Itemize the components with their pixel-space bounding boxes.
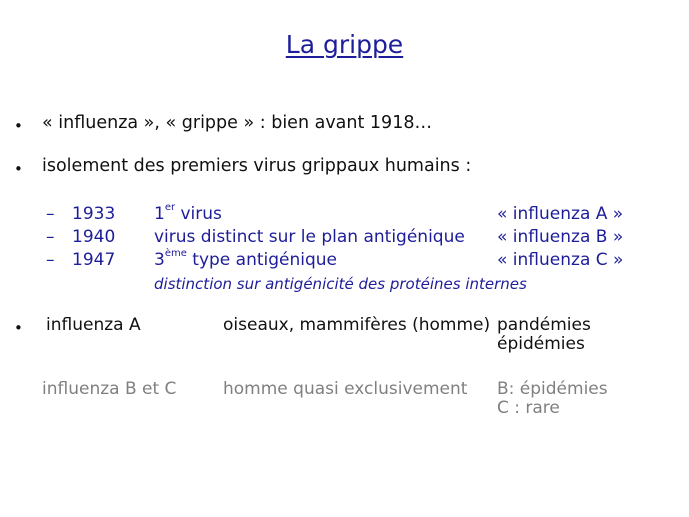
sub-item-dash-1: – [46, 204, 55, 224]
row-bc-hosts: homme quasi exclusivement [223, 379, 468, 399]
bullet-dot-3: • [14, 319, 23, 337]
row-a-hosts: oiseaux, mammifères (homme) [223, 315, 491, 335]
slide-title: La grippe [285, 30, 404, 59]
desc-pre: 1 [154, 204, 165, 224]
sub-item-desc-2 [154, 227, 465, 247]
desc-post: type antigénique [186, 250, 338, 270]
desc-pre: virus distinct sur le plan antigénique [154, 227, 465, 247]
sub-item-year-2: 1940 [72, 227, 116, 247]
row-bc-effect-2: C : rare [497, 398, 560, 418]
bullet-text-2: isolement des premiers virus grippaux humains : [42, 156, 472, 176]
sub-item-year-3: 1947 [72, 250, 116, 270]
sub-item-dash-3: – [46, 250, 55, 270]
sub-item-desc-1 [154, 204, 222, 224]
bullet-dot-1: • [14, 117, 23, 135]
row-bc-effect-1: B: épidémies [497, 379, 608, 399]
sub-item-dash-2: – [46, 227, 55, 247]
desc-sup: er [164, 202, 176, 213]
sub-item-year-1: 1933 [72, 204, 116, 224]
sub-item-type-1: « influenza A » [497, 204, 624, 224]
bullet-dot-2: • [14, 160, 23, 178]
row-bc-name: influenza B et C [42, 379, 177, 399]
row-a-effect-1: pandémies [497, 315, 591, 335]
row-a-name: influenza A [46, 315, 141, 335]
row-a-effect-2: épidémies [497, 334, 585, 354]
bullet-text-1: « influenza », « grippe » : bien avant 1918… [42, 113, 432, 133]
desc-sup: ème [164, 248, 187, 259]
sub-item-type-3: « influenza C » [497, 250, 624, 270]
antigenicity-note: distinction sur antigénicité des protéines internes [154, 275, 527, 293]
desc-pre: 3 [154, 250, 165, 270]
desc-post: virus [175, 204, 222, 224]
sub-item-desc-3 [154, 250, 337, 270]
sub-item-type-2: « influenza B » [497, 227, 624, 247]
